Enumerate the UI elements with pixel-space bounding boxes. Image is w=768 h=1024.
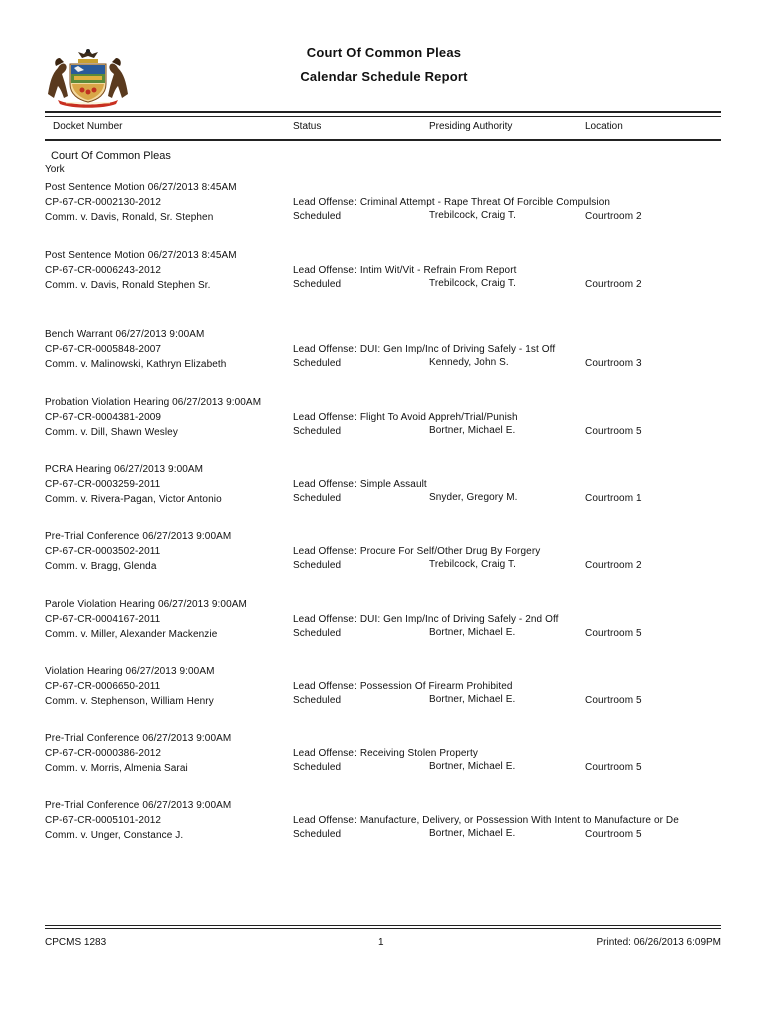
calendar-entry [0, 182, 768, 242]
entry-case-caption: Comm. v. Malinowski, Kathryn Elizabeth [45, 359, 227, 370]
entry-docket-number: CP-67-CR-0003259-2011 [45, 479, 161, 490]
top-rule [45, 111, 721, 113]
report-title: Calendar Schedule Report [300, 69, 468, 84]
entry-docket-number: CP-67-CR-0000386-2012 [45, 748, 162, 759]
footer-page-number: 1 [378, 937, 384, 948]
entry-docket-number: CP-67-CR-0005848-2007 [45, 344, 162, 355]
entry-lead-offense: Lead Offense: Criminal Attempt - Rape Threat Of Forcible Compulsion [293, 197, 611, 208]
entry-case-caption: Comm. v. Dill, Shawn Wesley [45, 427, 178, 438]
entry-event: Violation Hearing 06/27/2013 9:00AM [45, 666, 215, 677]
entry-status: Scheduled [293, 628, 342, 639]
column-header-docket: Docket Number [53, 121, 123, 132]
calendar-entry [0, 599, 768, 659]
calendar-entry [0, 800, 768, 860]
entry-docket-number: CP-67-CR-0004381-2009 [45, 412, 162, 423]
entry-docket-number: CP-67-CR-0002130-2012 [45, 197, 162, 208]
entry-presiding-authority: Bortner, Michael E. [429, 425, 516, 436]
footer-rule [45, 925, 721, 926]
section-court: Court Of Common Pleas [51, 150, 171, 162]
calendar-entry [0, 733, 768, 793]
entry-status: Scheduled [293, 211, 342, 222]
entry-case-caption: Comm. v. Davis, Ronald, Sr. Stephen [45, 212, 214, 223]
entry-case-caption: Comm. v. Davis, Ronald Stephen Sr. [45, 280, 211, 291]
entry-location: Courtroom 5 [585, 628, 642, 639]
entry-lead-offense: Lead Offense: Receiving Stolen Property [293, 748, 478, 759]
entry-presiding-authority: Trebilcock, Craig T. [429, 210, 517, 221]
entry-lead-offense: Lead Offense: Simple Assault [293, 479, 427, 490]
entry-status: Scheduled [293, 762, 342, 773]
column-header-status: Status [293, 121, 322, 132]
entry-lead-offense: Lead Offense: Intim Wit/Vit - Refrain From Report [293, 265, 517, 276]
entry-case-caption: Comm. v. Rivera-Pagan, Victor Antonio [45, 494, 222, 505]
entry-event: Post Sentence Motion 06/27/2013 8:45AM [45, 250, 237, 261]
header-divider [45, 116, 721, 117]
entry-presiding-authority: Bortner, Michael E. [429, 627, 516, 638]
entry-case-caption: Comm. v. Morris, Almenia Sarai [45, 763, 188, 774]
entry-docket-number: CP-67-CR-0006650-2011 [45, 681, 161, 692]
column-header-authority: Presiding Authority [429, 121, 513, 132]
entry-presiding-authority: Trebilcock, Craig T. [429, 559, 517, 570]
calendar-entry [0, 250, 768, 310]
entry-status: Scheduled [293, 829, 342, 840]
entry-event: Post Sentence Motion 06/27/2013 8:45AM [45, 182, 237, 193]
calendar-entry [0, 666, 768, 726]
column-header-rule [45, 139, 721, 141]
entry-event: Pre-Trial Conference 06/27/2013 9:00AM [45, 531, 232, 542]
entry-status: Scheduled [293, 493, 342, 504]
entry-status: Scheduled [293, 426, 342, 437]
entry-event: Bench Warrant 06/27/2013 9:00AM [45, 329, 205, 340]
footer-form-number: CPCMS 1283 [45, 937, 107, 948]
footer-printed-date: Printed: 06/26/2013 6:09PM [596, 937, 721, 948]
entry-lead-offense: Lead Offense: DUI: Gen Imp/Inc of Driving Safely - 2nd Off [293, 614, 559, 625]
entry-location: Courtroom 5 [585, 695, 642, 706]
entry-location: Courtroom 1 [585, 493, 642, 504]
entry-docket-number: CP-67-CR-0005101-2012 [45, 815, 162, 826]
entry-lead-offense: Lead Offense: Procure For Self/Other Drug By Forgery [293, 546, 541, 557]
entry-location: Courtroom 5 [585, 762, 642, 773]
report-court-title: Court Of Common Pleas [306, 45, 462, 60]
entry-location: Courtroom 5 [585, 829, 642, 840]
entry-status: Scheduled [293, 358, 342, 369]
entry-presiding-authority: Bortner, Michael E. [429, 694, 516, 705]
entry-event: Pre-Trial Conference 06/27/2013 9:00AM [45, 800, 232, 811]
entry-event: PCRA Hearing 06/27/2013 9:00AM [45, 464, 204, 475]
entry-presiding-authority: Bortner, Michael E. [429, 828, 516, 839]
calendar-entry [0, 397, 768, 457]
entry-location: Courtroom 5 [585, 426, 642, 437]
entry-lead-offense: Lead Offense: DUI: Gen Imp/Inc of Driving Safely - 1st Off [293, 344, 556, 355]
entry-presiding-authority: Bortner, Michael E. [429, 761, 516, 772]
entry-case-caption: Comm. v. Stephenson, William Henry [45, 696, 214, 707]
column-header-location: Location [585, 121, 623, 132]
entry-status: Scheduled [293, 560, 342, 571]
entry-docket-number: CP-67-CR-0006243-2012 [45, 265, 162, 276]
entry-lead-offense: Lead Offense: Flight To Avoid Appreh/Trial/Punish [293, 412, 518, 423]
entry-docket-number: CP-67-CR-0003502-2011 [45, 546, 161, 557]
entry-status: Scheduled [293, 695, 342, 706]
entry-case-caption: Comm. v. Unger, Constance J. [45, 830, 184, 841]
calendar-entry [0, 329, 768, 389]
entry-status: Scheduled [293, 279, 342, 290]
entry-case-caption: Comm. v. Miller, Alexander Mackenzie [45, 629, 218, 640]
entry-event: Parole Violation Hearing 06/27/2013 9:00AM [45, 599, 247, 610]
section-county: York [45, 164, 65, 175]
entry-event: Probation Violation Hearing 06/27/2013 9:00AM [45, 397, 262, 408]
entry-location: Courtroom 3 [585, 358, 642, 369]
entry-case-caption: Comm. v. Bragg, Glenda [45, 561, 157, 572]
entry-presiding-authority: Snyder, Gregory M. [429, 492, 518, 503]
calendar-entry [0, 531, 768, 591]
footer-rule-lower [45, 928, 721, 929]
entry-location: Courtroom 2 [585, 560, 642, 571]
entry-presiding-authority: Kennedy, John S. [429, 357, 509, 368]
calendar-entry [0, 464, 768, 524]
entry-lead-offense: Lead Offense: Possession Of Firearm Prohibited [293, 681, 513, 692]
entry-location: Courtroom 2 [585, 279, 642, 290]
entry-lead-offense: Lead Offense: Manufacture, Delivery, or Possession With Intent to Manufacture or De [293, 815, 679, 826]
entry-docket-number: CP-67-CR-0004167-2011 [45, 614, 161, 625]
entry-location: Courtroom 2 [585, 211, 642, 222]
entry-event: Pre-Trial Conference 06/27/2013 9:00AM [45, 733, 232, 744]
entry-presiding-authority: Trebilcock, Craig T. [429, 278, 517, 289]
